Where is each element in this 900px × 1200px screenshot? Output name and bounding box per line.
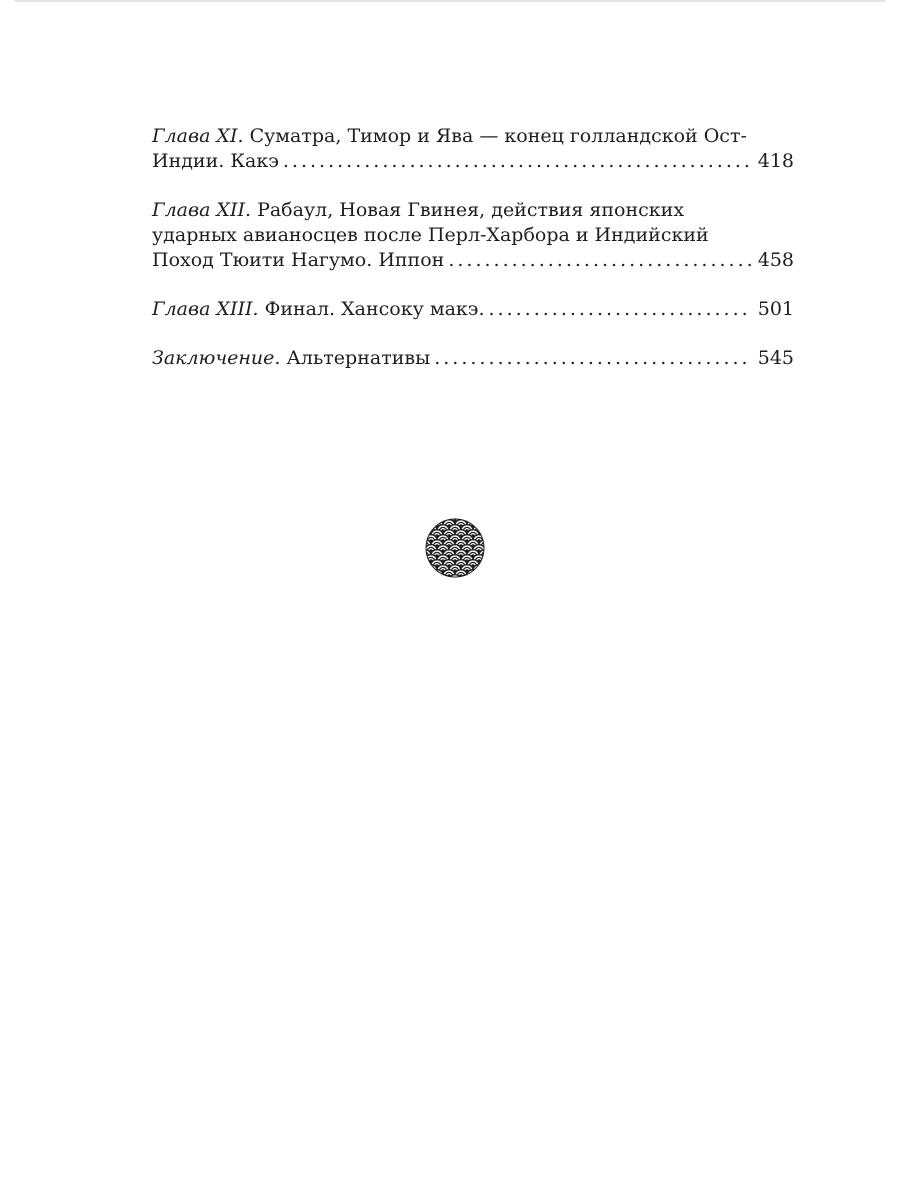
dot-leader [434, 346, 752, 371]
chapter-title-end: Поход Тюити Нагумо. Иппон [152, 249, 445, 271]
wave-scale [425, 519, 432, 533]
dot-leader [448, 248, 751, 273]
chapter-label: Заключение. [152, 347, 281, 369]
page-number: 545 [757, 347, 794, 369]
wave-scale [425, 574, 438, 578]
toc-entry-last-line [152, 248, 794, 273]
chapter-title-end: Индии. Какэ [152, 150, 279, 172]
wave-scale [478, 569, 485, 578]
wave-scale [484, 564, 485, 578]
chapter-label: Глава XIII. [152, 298, 259, 320]
wave-scale [484, 524, 485, 538]
toc-entry-last-line [152, 346, 794, 371]
toc-entry-conclusion[interactable] [152, 346, 794, 371]
wave-scale [425, 569, 432, 578]
wave-scale [478, 519, 485, 533]
wave-scale [425, 574, 426, 578]
chapter-label: Глава XII. [152, 199, 252, 221]
page-number: 418 [757, 150, 794, 172]
wave-scale [425, 564, 426, 578]
wave-scale [425, 518, 432, 523]
wave-scale [425, 524, 426, 538]
chapter-title-line: ударных авианосцев после Перл-Харбора и Индийский [152, 224, 709, 246]
dot-leader [283, 149, 752, 174]
wave-scale [484, 518, 485, 528]
wave-scale [478, 518, 485, 523]
toc-entry-chapter-12[interactable] [152, 198, 794, 273]
page-top-edge [14, 0, 886, 2]
toc-entry-chapter-13[interactable] [152, 297, 794, 322]
table-of-contents [152, 124, 794, 395]
chapter-title-end: Финал. Хансоку макэ. [264, 298, 485, 320]
seigaiha-wave-pattern-icon [425, 518, 485, 578]
wave-scale [472, 574, 485, 578]
page-number: 458 [757, 249, 794, 271]
wave-scale [484, 574, 485, 578]
page-number: 501 [757, 298, 794, 320]
wave-scale [484, 554, 485, 568]
toc-entry-last-line [152, 297, 794, 322]
chapter-title-line: Рабаул, Новая Гвинея, действия японских [257, 199, 685, 221]
dot-leader [489, 297, 752, 322]
toc-entry-first-line [152, 198, 794, 223]
toc-entry-first-line [152, 124, 794, 149]
chapter-title-end: Альтернативы [286, 347, 431, 369]
toc-entry-chapter-11[interactable] [152, 124, 794, 174]
wave-scale [425, 518, 426, 528]
chapter-label: Глава XI. [152, 125, 244, 147]
wave-tiles [425, 518, 485, 578]
wave-scale [425, 554, 426, 568]
toc-entry-last-line [152, 149, 794, 174]
chapter-title-line: Суматра, Тимор и Ява — конец голландской Ост- [249, 125, 747, 147]
